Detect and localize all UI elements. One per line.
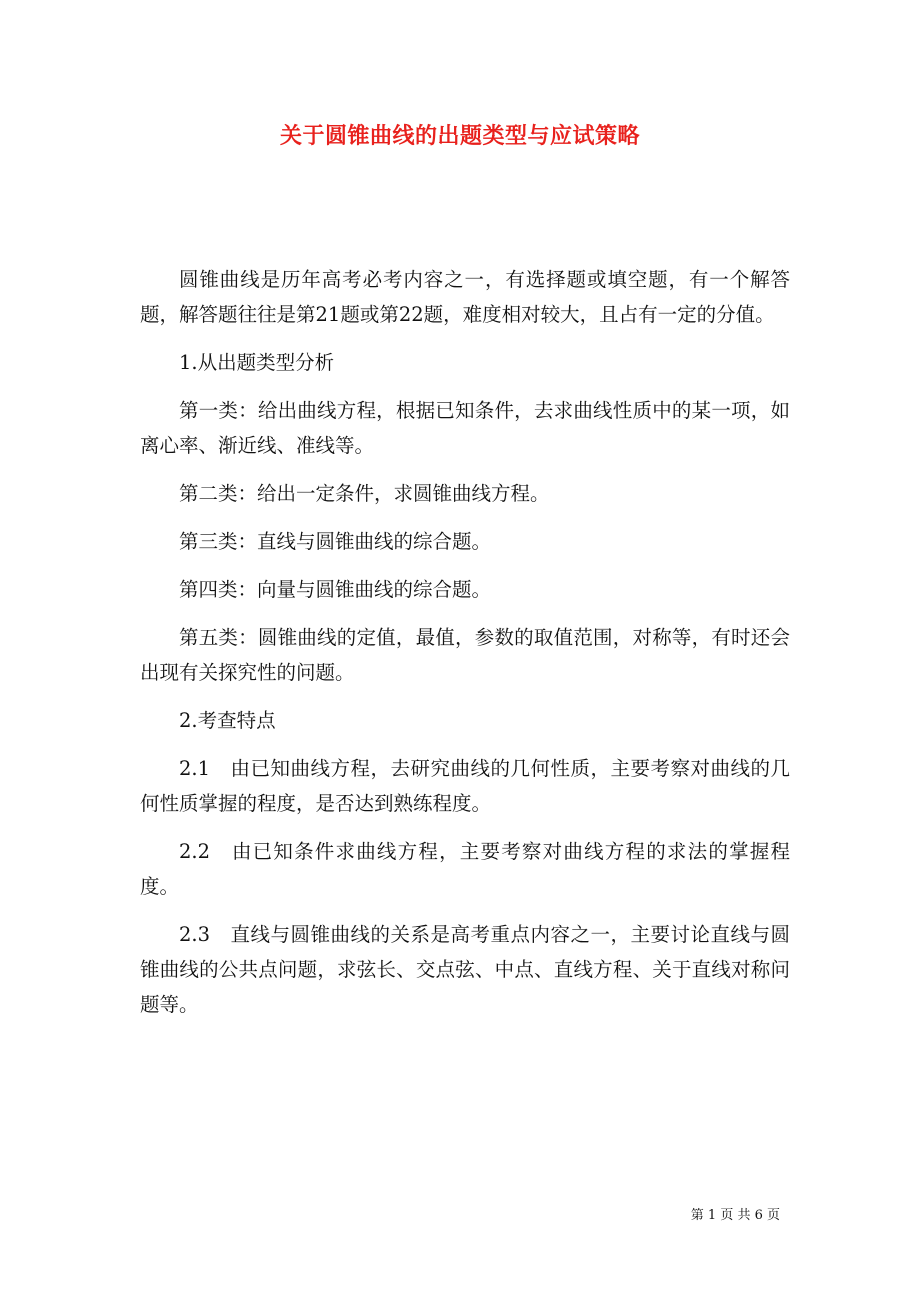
type-5-paragraph: 第五类：圆锥曲线的定值，最值，参数的取值范围，对称等，有时还会出现有关探究性的问题。 (140, 626, 790, 684)
feature-2-1-paragraph: 2.1 由已知曲线方程，去研究曲线的几何性质，主要考察对曲线的几何性质掌握的程度，是否达到熟练程度。 (140, 757, 790, 815)
type-3-paragraph: 第三类：直线与圆锥曲线的综合题。 (179, 530, 492, 553)
intro-paragraph: 圆锥曲线是历年高考必考内容之一，有选择题或填空题，有一个解答题，解答题往往是第21题或第22题，难度相对较大，且占有一定的分值。 (140, 268, 790, 326)
type-4-paragraph: 第四类：向量与圆锥曲线的综合题。 (179, 578, 492, 601)
page-number: 第 1 页 共 6 页 (690, 1208, 780, 1223)
feature-2-3-paragraph: 2.3 直线与圆锥曲线的关系是高考重点内容之一，主要讨论直线与圆锥曲线的公共点问题，求弦长、交点弦、中点、直线方程、关于直线对称问题等。 (140, 923, 790, 1016)
feature-2-2-paragraph: 2.2 由已知条件求曲线方程，主要考察对曲线方程的求法的掌握程度。 (140, 840, 790, 898)
type-2-paragraph: 第二类：给出一定条件，求圆锥曲线方程。 (179, 482, 550, 505)
document-body (140, 262, 790, 1035)
type-1-paragraph: 第一类：给出曲线方程，根据已知条件，去求曲线性质中的某一项，如离心率、渐近线、准线等。 (140, 399, 790, 457)
document-title: 关于圆锥曲线的出题类型与应试策略 (279, 123, 640, 149)
section-heading-1: 1.从出题类型分析 (179, 351, 335, 374)
section-heading-2: 2.考查特点 (179, 709, 276, 732)
